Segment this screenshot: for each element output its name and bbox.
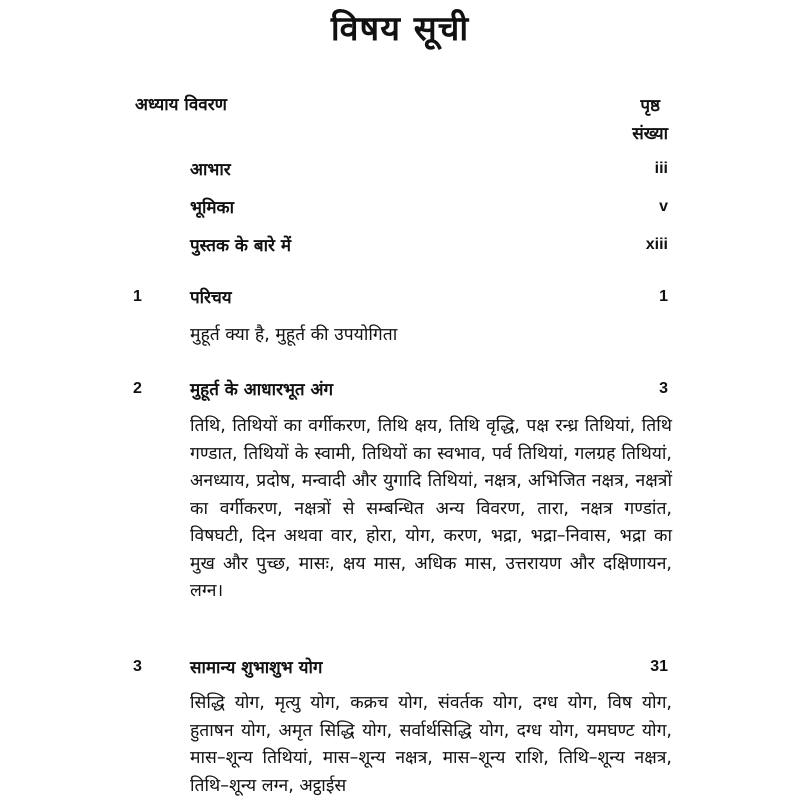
page-title: विषय सूची bbox=[330, 9, 470, 49]
chapter-number: 1 bbox=[133, 288, 142, 305]
entry-label: पुस्तक के बारे में bbox=[190, 236, 292, 256]
toc-chapter-2[interactable] bbox=[0, 377, 800, 407]
chapter-page: 1 bbox=[659, 288, 668, 305]
column-header-page-number bbox=[632, 92, 668, 148]
entry-page: v bbox=[659, 198, 668, 215]
chapter-description: सिद्धि योग, मृत्यु योग, कक्रच योग, संवर्तक योग, दग्ध योग, विष योग, हुताषन योग, अमृत सिद्धि योग, सर्वार्थसिद्धि योग, दग्ध योग, यमघण्ट योग, मास–शून्य तिथियां, मास–शून्य नक्षत्र, मास–शून्य राशि, तिथि–शून्य नक्षत्र, तिथि–शून्य लग्न, अट्ठाईस bbox=[190, 693, 672, 796]
chapter-page: 3 bbox=[659, 380, 668, 397]
toc-entry-preface[interactable] bbox=[0, 195, 800, 225]
toc-chapter-1[interactable] bbox=[0, 285, 800, 315]
toc-entry-about-book[interactable] bbox=[0, 233, 800, 263]
chapter-number: 2 bbox=[133, 380, 142, 397]
toc-chapter-3[interactable] bbox=[0, 655, 800, 685]
chapter-number: 3 bbox=[133, 658, 142, 675]
chapter-description: मुहूर्त क्या है, मुहूर्त की उपयोगिता bbox=[190, 325, 398, 345]
chapter-title: मुहूर्त के आधारभूत अंग bbox=[190, 380, 334, 400]
page-number-header-line1: पृष्ठ bbox=[640, 96, 660, 116]
column-header-chapter-description: अध्याय विवरण bbox=[135, 95, 227, 115]
entry-page: xiii bbox=[645, 236, 668, 253]
page-number-header-line2: संख्या bbox=[632, 124, 668, 144]
entry-label: आभार bbox=[190, 160, 231, 180]
toc-entry-acknowledgement[interactable] bbox=[0, 157, 800, 187]
chapter-page: 31 bbox=[650, 658, 668, 675]
chapter-title: सामान्य शुभाशुभ योग bbox=[190, 658, 323, 678]
chapter-title: परिचय bbox=[190, 288, 232, 308]
entry-page: iii bbox=[654, 160, 668, 177]
chapter-description: तिथि, तिथियों का वर्गीकरण, तिथि क्षय, तिथि वृद्धि, पक्ष रन्ध्र तिथियां, तिथि गण्डात, तिथियों के स्वामी, तिथियों का स्वभाव, पर्व तिथियां, गलग्रह तिथियां, अनध्याय, प्रदोष, मन्वादी और युगादि तिथियां, नक्षत्र, अभिजित नक्षत्र, नक्षत्रों का वर्गीकरण, नक्षत्रों से सम्बन्धित अन्य विवरण, तारा, नक्षत्र गण्डांत, विषघटी, दिन अथवा वार, होरा, योग, करण, भद्रा, भद्रा–निवास, भद्रा का मुख और पुच्छ, मासः, क्षय मास, अधिक मास, उत्तरायण और दक्षिणायन, लग्न। bbox=[190, 416, 672, 601]
entry-label: भूमिका bbox=[190, 198, 234, 218]
